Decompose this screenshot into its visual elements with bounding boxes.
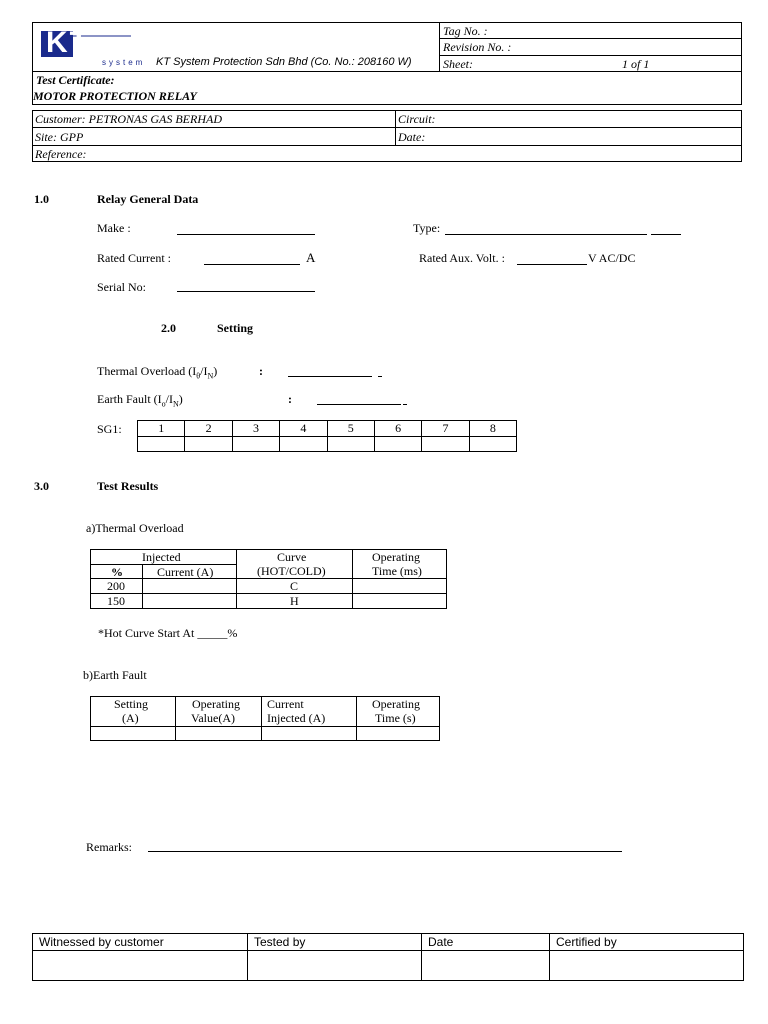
sheet-value: 1 of 1 (622, 57, 650, 71)
sg1-col-3: 3 (232, 421, 279, 437)
section3-title: Test Results (97, 479, 159, 493)
time-ms-header: Time (ms) (372, 564, 422, 578)
setting-header: Setting (114, 697, 149, 711)
injected-header: Injected (142, 550, 181, 564)
curve-subheader: (HOT/COLD) (257, 564, 326, 578)
curve-header: Curve (277, 550, 307, 564)
circuit-field: Circuit: (398, 112, 436, 126)
customer-field: Customer: PETRONAS GAS BERHAD (35, 112, 222, 126)
tested-by-header: Tested by (254, 935, 306, 949)
type-input-line[interactable] (445, 234, 647, 235)
current-injected-header: Current (267, 697, 304, 711)
site-field: Site: GPP (35, 130, 84, 144)
rated-aux-input-line[interactable] (517, 264, 587, 265)
sg1-label: SG1: (97, 422, 122, 436)
date-field: Date: (398, 130, 426, 144)
section3-number: 3.0 (34, 479, 49, 493)
current-header: Current (A) (157, 565, 214, 579)
reference-field: Reference: (35, 147, 87, 161)
sg1-cell[interactable] (280, 437, 327, 452)
rated-current-unit: A (306, 250, 316, 265)
make-label: Make : (97, 221, 131, 235)
remarks-label: Remarks: (86, 840, 132, 854)
revision-label: Revision No. : (443, 40, 512, 54)
tag-no-label: Tag No. : (443, 24, 488, 38)
certified-by-header: Certified by (556, 935, 617, 949)
earth-setting-input-line[interactable] (317, 404, 401, 405)
row1-percent: 200 (107, 579, 125, 593)
certificate-title: MOTOR PROTECTION RELAY (33, 89, 197, 103)
row1-curve: C (290, 579, 299, 593)
sg1-cell[interactable] (327, 437, 374, 452)
sg1-col-2: 2 (185, 421, 232, 437)
company-name: KT System Protection Sdn Bhd (Co. No.: 208160 W) (156, 56, 412, 68)
sg1-col-1: 1 (138, 421, 185, 437)
op-time-header2: Time (s) (375, 711, 416, 725)
op-value-header: Operating (192, 697, 240, 711)
logo-subtext: system (102, 58, 146, 67)
sg1-table (137, 420, 517, 452)
sg1-cell[interactable] (374, 437, 421, 452)
sg1-cell[interactable] (469, 437, 516, 452)
thermal-overload-setting-label: Thermal Overload $(I_\theta/I_N)$ (97, 364, 218, 381)
logo-text: KT (46, 26, 90, 59)
row2-curve: H (290, 594, 299, 608)
section1-number: 1.0 (34, 192, 49, 206)
sg1-cell[interactable] (232, 437, 279, 452)
sg1-col-7: 7 (422, 421, 469, 437)
sg1-col-6: 6 (374, 421, 421, 437)
section1-title: Relay General Data (97, 192, 199, 206)
thermal-overload-subheading: a)Thermal Overload (86, 521, 184, 535)
date-header: Date (428, 935, 454, 949)
hot-curve-note: *Hot Curve Start At _____% (98, 626, 238, 640)
sg1-value-row (138, 437, 517, 452)
sg1-cell[interactable] (422, 437, 469, 452)
sg1-cell[interactable] (138, 437, 185, 452)
rated-current-input-line[interactable] (204, 264, 300, 265)
serial-no-input-line[interactable] (177, 291, 315, 292)
header-divider (439, 22, 440, 72)
thermal-colon: : (259, 364, 263, 378)
sg1-col-4: 4 (280, 421, 327, 437)
sg1-col-5: 5 (327, 421, 374, 437)
make-input-line[interactable] (177, 234, 315, 235)
company-logo (40, 26, 146, 68)
sheet-label: Sheet: (443, 57, 473, 71)
rated-aux-label: Rated Aux. Volt. : (419, 251, 505, 265)
rated-current-label: Rated Current : (97, 251, 171, 265)
witnessed-by-header: Witnessed by customer (39, 935, 164, 949)
setting-unit-header: (A) (122, 711, 139, 725)
remarks-input-line[interactable] (148, 851, 622, 852)
op-time-header: Operating (372, 697, 420, 711)
percent-header: % (111, 565, 123, 579)
test-certificate-label: Test Certificate: (36, 73, 115, 87)
thermal-setting-input-line[interactable] (288, 376, 372, 377)
sg1-col-8: 8 (469, 421, 516, 437)
op-value-header2: Value(A) (191, 711, 235, 725)
operating-header: Operating (372, 550, 420, 564)
current-injected-header2: Injected (A) (267, 711, 326, 725)
section2-number: 2.0 (161, 321, 176, 335)
earth-fault-subheading: b)Earth Fault (83, 668, 147, 682)
section2-title: Setting (217, 321, 253, 335)
earth-colon: : (288, 392, 292, 406)
row2-percent: 150 (107, 594, 125, 608)
sg1-header-row (138, 421, 517, 437)
type-label: Type: (413, 221, 441, 235)
sg1-cell[interactable] (185, 437, 232, 452)
rated-aux-unit: V AC/DC (588, 251, 636, 265)
earth-fault-setting-label: Earth Fault $(I_o/I_N)$ (97, 392, 183, 409)
serial-no-label: Serial No: (97, 280, 146, 294)
